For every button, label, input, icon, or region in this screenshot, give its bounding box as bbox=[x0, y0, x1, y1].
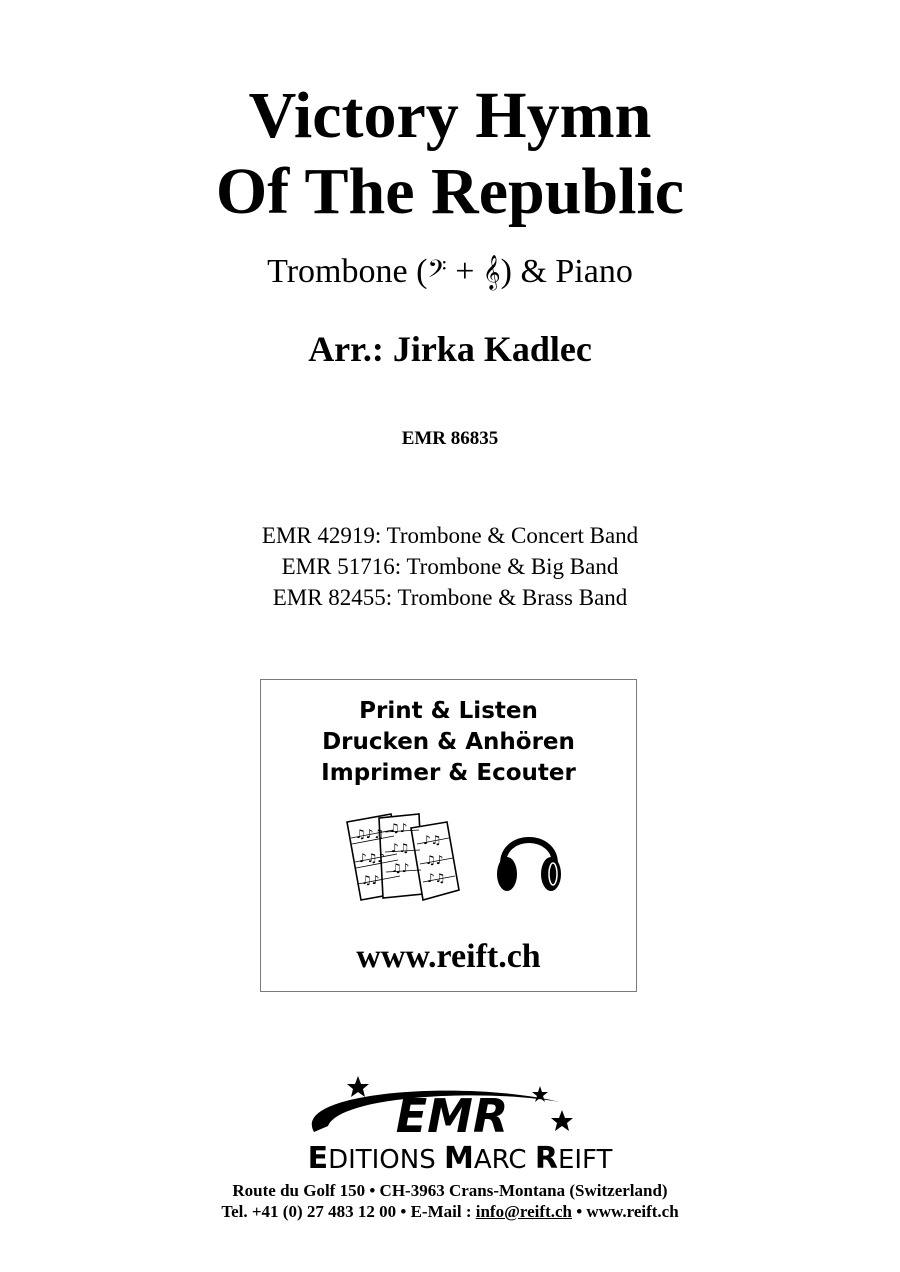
bass-clef-icon: 𝄢 bbox=[427, 255, 447, 290]
other-versions-list bbox=[0, 520, 900, 613]
promo-url: www.reift.ch bbox=[356, 938, 541, 975]
instrumentation-post: ) & Piano bbox=[500, 253, 633, 290]
version-item: EMR 51716: Trombone & Big Band bbox=[281, 554, 619, 579]
instrumentation bbox=[0, 252, 900, 293]
print-listen-box bbox=[260, 679, 637, 992]
instrumentation-pre: Trombone ( bbox=[267, 253, 428, 290]
arranger: Arr.: Jirka Kadlec bbox=[308, 329, 592, 369]
title-line-2: Of The Republic bbox=[215, 155, 685, 228]
svg-text:♪♫♪: ♪♫♪ bbox=[359, 851, 386, 865]
svg-text:♫♪: ♫♪ bbox=[425, 853, 444, 867]
version-item: EMR 42919: Trombone & Concert Band bbox=[261, 523, 639, 548]
email-link[interactable]: info@reift.ch bbox=[475, 1202, 572, 1221]
headphones-icon bbox=[493, 820, 565, 896]
promo-line: Print & Listen bbox=[359, 698, 538, 724]
catalog-number: EMR 86835 bbox=[401, 428, 499, 449]
svg-text:♫♪: ♫♪ bbox=[391, 861, 410, 875]
title-line-1: Victory Hymn bbox=[248, 79, 652, 152]
sheet-music-icon bbox=[339, 808, 469, 908]
svg-text:♪♫: ♪♫ bbox=[391, 841, 410, 855]
contact-phone: Tel. +41 (0) 27 483 12 00 • E-Mail : bbox=[221, 1202, 476, 1221]
publisher-footer bbox=[0, 1180, 900, 1222]
emr-logo bbox=[240, 1072, 680, 1174]
svg-text:♫♪: ♫♪ bbox=[389, 821, 408, 835]
publisher-address: Route du Golf 150 • CH-3963 Crans-Montana (Switzerland) bbox=[232, 1181, 668, 1200]
version-item: EMR 82455: Trombone & Brass Band bbox=[272, 585, 628, 610]
svg-text:♪♫: ♪♫ bbox=[423, 833, 442, 847]
promo-line: Imprimer & Ecouter bbox=[321, 760, 576, 786]
logo-wordmark: EDITIONS MARC REIFT bbox=[307, 1141, 613, 1174]
logo-mark: EMR bbox=[395, 1089, 509, 1143]
promo-icons bbox=[261, 808, 636, 908]
promo-line: Drucken & Anhören bbox=[322, 729, 575, 755]
contact-website: • www.reift.ch bbox=[571, 1202, 679, 1221]
publisher-contact bbox=[0, 1201, 900, 1222]
page-title bbox=[0, 78, 900, 230]
promo-text bbox=[261, 696, 636, 789]
instrumentation-plus: + bbox=[446, 253, 483, 290]
svg-text:♫♪♫: ♫♪♫ bbox=[355, 827, 385, 841]
svg-text:♫♪: ♫♪ bbox=[361, 873, 380, 887]
treble-clef-icon: 𝄞 bbox=[482, 255, 501, 290]
svg-text:♪♫: ♪♫ bbox=[427, 871, 446, 885]
